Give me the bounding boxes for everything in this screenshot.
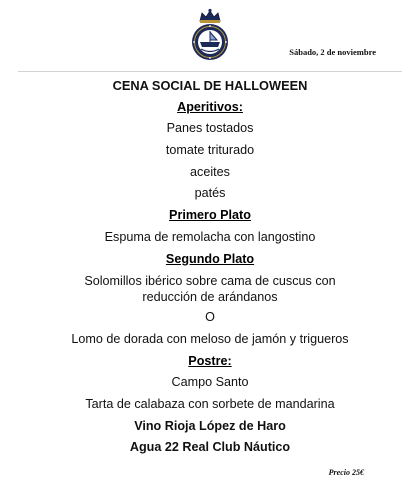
menu-title: CENA SOCIAL DE HALLOWEEN	[112, 78, 308, 93]
menu-item: Campo Santo	[171, 375, 249, 390]
section-heading-aperitivos: Aperitivos:	[177, 99, 243, 114]
menu-separator: O	[205, 310, 215, 325]
menu-item: tomate triturado	[165, 143, 255, 158]
section-heading-postre: Postre:	[188, 353, 232, 368]
menu-content	[0, 75, 420, 459]
event-date: Sábado, 2 de noviembre	[289, 47, 376, 57]
menu-item: Panes tostados	[166, 121, 254, 136]
water-line: Agua 22 Real Club Náutico	[129, 440, 291, 455]
menu-item: Espuma de remolacha con langostino	[104, 229, 316, 244]
section-heading-primero: Primero Plato	[169, 208, 251, 223]
header	[0, 0, 420, 72]
menu-item: Tarta de calabaza con sorbete de mandarina	[85, 396, 335, 411]
club-crest-icon	[188, 6, 232, 66]
menu-item-continuation: reducción de arándanos	[142, 290, 278, 305]
menu-item: Solomillos ibérico sobre cama de cuscus con	[84, 274, 336, 289]
price-label: Precio 25€	[328, 468, 364, 477]
header-divider	[18, 71, 402, 72]
section-heading-segundo: Segundo Plato	[165, 251, 255, 266]
menu-item: Lomo de dorada con meloso de jamón y trigueros	[71, 331, 349, 346]
menu-item: patés	[194, 186, 226, 201]
wine-line: Vino Rioja López de Haro	[134, 418, 286, 433]
menu-item: aceites	[190, 164, 230, 179]
